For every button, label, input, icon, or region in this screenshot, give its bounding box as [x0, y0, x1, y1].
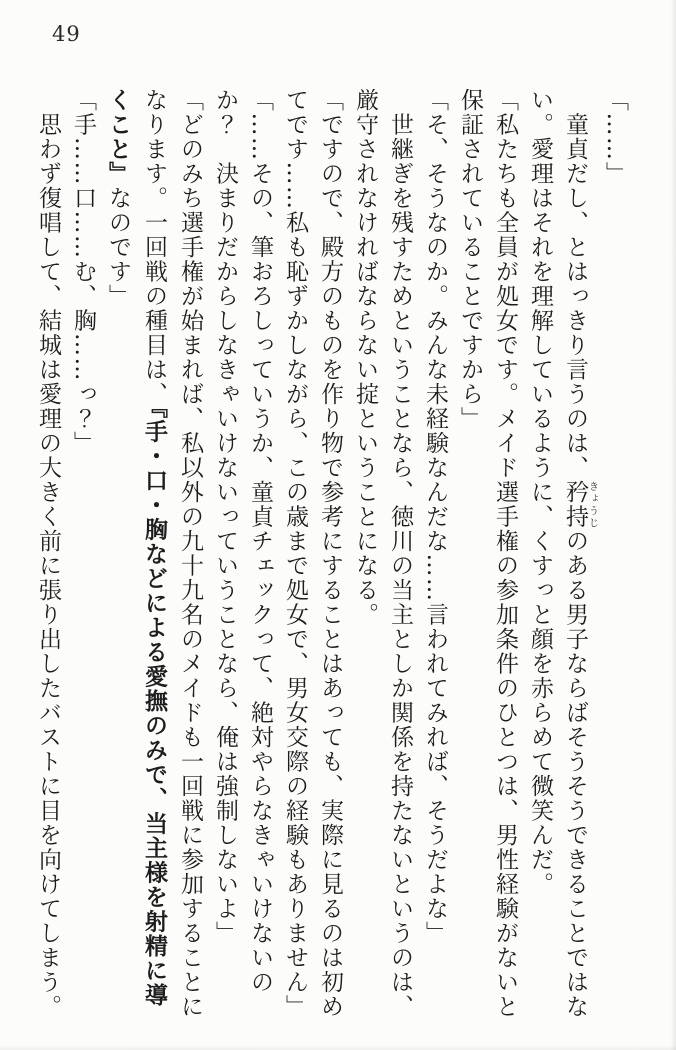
text-line: 「……その、筆おろしっていうか、童貞チェックって、絶対やらなきゃいけないの — [247, 88, 273, 995]
line-pre: なります。一回戦の種目は、 — [141, 88, 167, 407]
text-line: 「そ、そうなのか。みんな未経験なんだな……言われてみれば、そうだよな」 — [422, 88, 448, 946]
text-line — [557, 88, 598, 1019]
text-line — [136, 88, 172, 1016]
text-line: 世継ぎを残すためということなら、徳川の当主としか関係を持たないというのは、 — [387, 88, 413, 1019]
text-line: 「どのみち選手権が始まれば、私以外の九十九名のメイドも一回戦に参加することに — [177, 88, 203, 1019]
text-block — [30, 88, 632, 1019]
text-line: 思わず復唱して、結城は愛理の大きく前に張り出したバストに目を向けてしまう。 — [35, 88, 61, 1019]
text-line: 「……」 — [602, 88, 628, 186]
text-line: 「私たちも全員が処女です。メイド選手権の参加条件のひとつは、男性経験がないと — [492, 88, 518, 1019]
text-line: 厳守されなければならない掟ということになる。 — [352, 88, 378, 627]
line-post: なのです」 — [105, 186, 131, 309]
text-line: 「手……口……む、胸……っ？」 — [70, 88, 96, 456]
ruby-base: 矜持 — [562, 480, 588, 529]
line-post: のある男子ならばそうそうできることではな — [562, 529, 588, 1019]
text-line: い。愛理はそれを理解しているように、くすっと顔を赤らめて微笑んだ。 — [527, 88, 553, 897]
text-line: か？ 決まりだからしなきゃいけないっていうことなら、俺は強制しないよ」 — [212, 88, 238, 946]
emphasized-text: 『手・口・胸などによる愛撫のみで、当主様を射精に導 — [141, 406, 168, 1008]
scan-edge — [0, 1045, 676, 1050]
page-number: 49 — [52, 22, 81, 46]
text-line — [100, 88, 136, 1016]
scan-edge — [670, 0, 676, 1050]
text-line: てです……私も恥ずかしながら、この歳まで処女で、男女交際の経験もありません」 — [282, 88, 308, 1019]
text-line: 「ですので、殿方のものを作り物で参考にすることはあっても、実際に見るのは初め — [317, 88, 343, 1019]
furigana: きょうじ — [586, 480, 598, 529]
text-line: 保証されていることですから」 — [457, 88, 483, 431]
emphasized-text: くこと』 — [105, 88, 132, 186]
line-pre: 童貞だし、とはっきり言うのは、 — [562, 88, 588, 480]
ruby-word — [562, 480, 598, 529]
